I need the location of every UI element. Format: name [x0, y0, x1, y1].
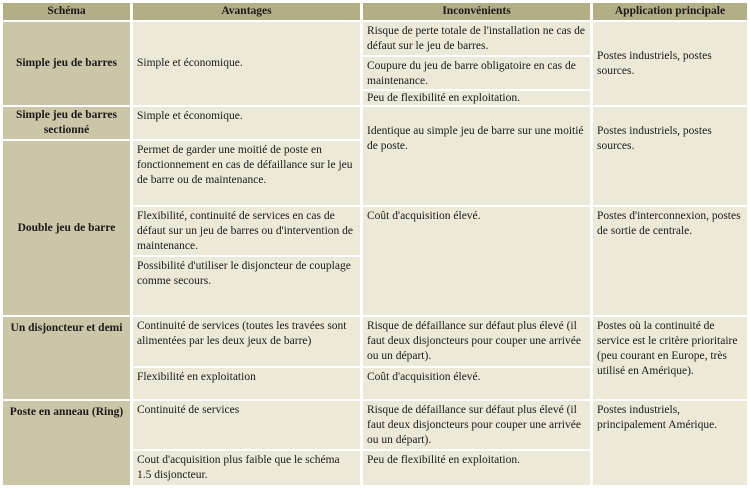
- inconvenient-demi-1: Risque de défaillance sur défaut plus élevé (il faut deux disjoncteurs pour couper une arrivée ou un départ).: [363, 317, 590, 366]
- application-demi: Postes où la continuité de service est le critère prioritaire (peu courant en Europe, très utilisé en Amérique).: [593, 317, 747, 399]
- avantage-sectionne: Simple et économique.: [133, 107, 360, 139]
- avantage-double-3: Possibilité d'utiliser le disjoncteur de couplage comme secours.: [133, 257, 360, 315]
- inconvenient-double: Coût d'acquisition élevé.: [363, 207, 590, 315]
- avantage-anneau-2: Cout d'acquisition plus faible que le schéma 1.5 disjoncteur.: [133, 451, 360, 485]
- application-simple: Postes industriels, postes sources.: [593, 22, 747, 105]
- inconvenient-anneau-1: Risque de défaillance sur défaut plus élevé (il faut deux disjoncteurs pour couper une arrivée ou un départ).: [363, 401, 590, 449]
- inconvenient-sectionne: Identique au simple jeu de barre sur une moitié de poste.: [363, 107, 590, 205]
- avantage-simple: Simple et économique.: [133, 22, 360, 105]
- inconvenient-simple-3: Peu de flexibilité en exploitation.: [363, 91, 590, 105]
- inconvenient-anneau-2: Peu de flexibilité en exploitation.: [363, 451, 590, 485]
- schema-poste-en-anneau: Poste en anneau (Ring): [3, 401, 130, 485]
- inconvenient-demi-2: Coût d'acquisition élevé.: [363, 368, 590, 399]
- schema-simple-jeu-de-barres: Simple jeu de barres: [3, 22, 130, 105]
- application-double: Postes d'interconnexion, postes de sortie de centrale.: [593, 207, 747, 315]
- avantage-double-2: Flexibilité, continuité de services en cas de défaut sur un jeu de barres ou d'intervention de maintenance.: [133, 207, 360, 255]
- inconvenient-simple-1: Risque de perte totale de l'installation ne cas de défaut sur le jeu de barres.: [363, 22, 590, 55]
- application-anneau: Postes industriels, principalement Amérique.: [593, 401, 747, 485]
- avantage-demi-1: Continuité de services (toutes les travées sont alimentées par les deux jeux de barre): [133, 317, 360, 366]
- schema-double-jeu-de-barre: Double jeu de barre: [3, 141, 130, 315]
- avantage-demi-2: Flexibilité en exploitation: [133, 368, 360, 399]
- application-sectionne: Postes industriels, postes sources.: [593, 107, 747, 205]
- schema-simple-jeu-de-barres-sectionne: Simple jeu de barres sectionné: [3, 107, 130, 139]
- header-inconvenients: Inconvénients: [363, 3, 590, 20]
- avantage-double-1: Permet de garder une moitié de poste en fonctionnement en cas de défaillance sur le jeu de barre ou de maintenance.: [133, 141, 360, 205]
- avantage-anneau-1: Continuité de services: [133, 401, 360, 449]
- header-application: Application principale: [593, 3, 747, 20]
- header-schema: Schéma: [3, 3, 130, 20]
- schema-un-disjoncteur-et-demi: Un disjoncteur et demi: [3, 317, 130, 399]
- inconvenient-simple-2: Coupure du jeu de barre obligatoire en cas de maintenance.: [363, 57, 590, 89]
- header-avantages: Avantages: [133, 3, 360, 20]
